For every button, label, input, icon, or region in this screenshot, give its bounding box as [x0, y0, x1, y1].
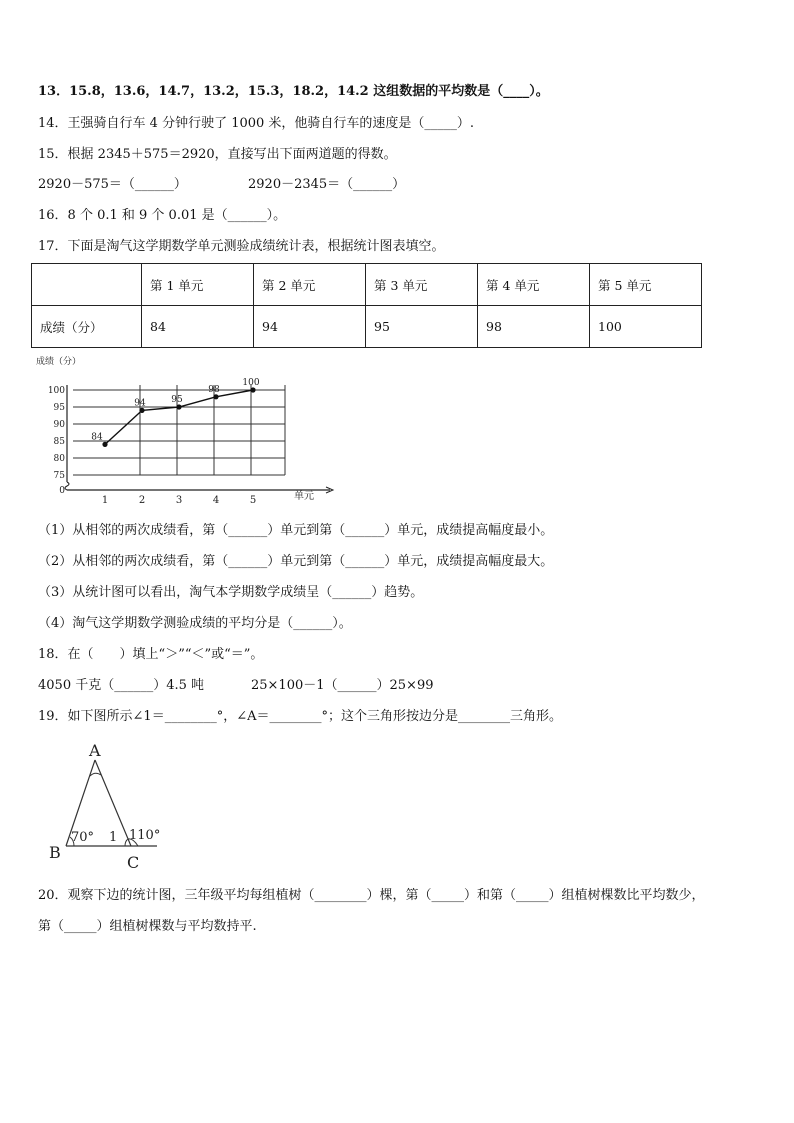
question-17-part-2: （2）从相邻的两次成绩看，第（______）单元到第（______）单元，成绩提高幅度最大。 — [38, 554, 554, 569]
chart-axis-break — [65, 482, 69, 490]
chart-x-tick-label: 5 — [249, 495, 257, 506]
triangle-figure — [45, 738, 175, 873]
chart-data-point — [250, 387, 255, 392]
chart-ylabel: 成绩（分） — [36, 357, 82, 367]
table-header: 第 4 单元 — [478, 264, 590, 306]
chart-data-point — [213, 394, 218, 399]
question-19: 19．如下图所示∠1＝________°，∠A＝________°；这个三角形按边分是________三角形。 — [38, 709, 562, 724]
question-16: 16．8 个 0.1 和 9 个 0.01 是（______）。 — [38, 208, 287, 223]
question-20-line-1: 20．观察下边的统计图，三年级平均每组植树（________）棵，第（_____）和第（_____）组植树棵数比平均数少， — [38, 888, 705, 903]
table-cell — [32, 264, 142, 306]
vertex-a-label: A — [89, 741, 101, 760]
chart-x-ticks — [102, 495, 256, 506]
angle-a-arc — [90, 773, 101, 776]
score-line-chart — [30, 350, 340, 510]
chart-xlabel: 单元 — [294, 491, 314, 502]
table-cell: 98 — [478, 306, 590, 348]
chart-y-tick-label: 85 — [53, 437, 65, 447]
chart-y-ticks — [48, 386, 65, 496]
chart-x-tick-label: 2 — [138, 495, 146, 506]
chart-y-tick-label: 0 — [59, 486, 65, 496]
question-20-line-2: 第（_____）组植树棵数与平均数持平. — [38, 919, 257, 934]
chart-data-label: 95 — [171, 395, 183, 405]
table-cell: 95 — [366, 306, 478, 348]
chart-data-point — [176, 404, 181, 409]
chart-x-tick-label: 3 — [175, 495, 183, 506]
chart-data-point — [139, 408, 144, 413]
question-17-part-4: （4）淘气这学期数学测验成绩的平均分是（______）。 — [38, 616, 352, 631]
question-17-part-3: （3）从统计图可以看出，淘气本学期数学成绩呈（______）趋势。 — [38, 585, 424, 600]
chart-series — [91, 378, 260, 447]
chart-data-label: 84 — [91, 432, 103, 443]
question-17: 17．下面是淘气这学期数学单元测验成绩统计表，根据统计图表填空。 — [38, 239, 445, 254]
angle-1-label: 1 — [109, 830, 118, 845]
chart-data-label: 94 — [134, 398, 146, 409]
chart-data-label: 98 — [208, 384, 220, 395]
chart-y-tick-label: 75 — [53, 471, 65, 481]
chart-y-tick-label: 80 — [53, 454, 65, 464]
vertex-b-label: B — [49, 843, 61, 862]
table-cell: 84 — [142, 306, 254, 348]
chart-x-tick-label: 4 — [212, 495, 220, 506]
table-header-row — [32, 264, 702, 306]
chart-y-tick-label: 100 — [47, 386, 65, 396]
chart-y-tick-label: 95 — [53, 403, 65, 413]
table-row — [32, 306, 702, 348]
vertex-c-label: C — [127, 853, 140, 872]
table-row-label: 成绩（分） — [32, 306, 142, 348]
table-cell: 100 — [590, 306, 702, 348]
table-header: 第 1 单元 — [142, 264, 254, 306]
chart-data-point — [102, 442, 107, 447]
question-15-part-a: 2920－575＝（______） — [38, 177, 187, 192]
angle-ext-label: 110° — [129, 828, 161, 843]
table-cell: 94 — [254, 306, 366, 348]
angle-b-label: 70° — [71, 830, 95, 845]
chart-x-tick-label: 1 — [101, 495, 109, 506]
question-17-part-1: （1）从相邻的两次成绩看，第（______）单元到第（______）单元，成绩提高幅度最小。 — [38, 523, 554, 538]
table-header: 第 2 单元 — [254, 264, 366, 306]
question-14: 14．王强骑自行车 4 分钟行驶了 1000 米，他骑自行车的速度是（_____）. — [38, 116, 475, 131]
question-18-part-b: 25×100－1（______）25×99 — [251, 678, 434, 693]
question-15: 15．根据 2345＋575＝2920，直接写出下面两道题的得数。 — [38, 147, 397, 162]
question-15-part-b: 2920－2345＝（______） — [248, 177, 406, 192]
score-table — [31, 263, 702, 348]
question-18-part-a: 4050 千克（______）4.5 吨 — [38, 678, 205, 693]
question-13: 13．15.8，13.6，14.7，13.2，15.3，18.2，14.2 这组数据的平均数是（____）。 — [38, 84, 549, 99]
chart-y-tick-label: 90 — [53, 420, 65, 430]
table-header: 第 3 单元 — [366, 264, 478, 306]
table-header: 第 5 单元 — [590, 264, 702, 306]
question-18: 18．在（ ）填上“＞”“＜”或“＝”。 — [38, 647, 264, 662]
chart-data-label: 100 — [242, 378, 260, 388]
